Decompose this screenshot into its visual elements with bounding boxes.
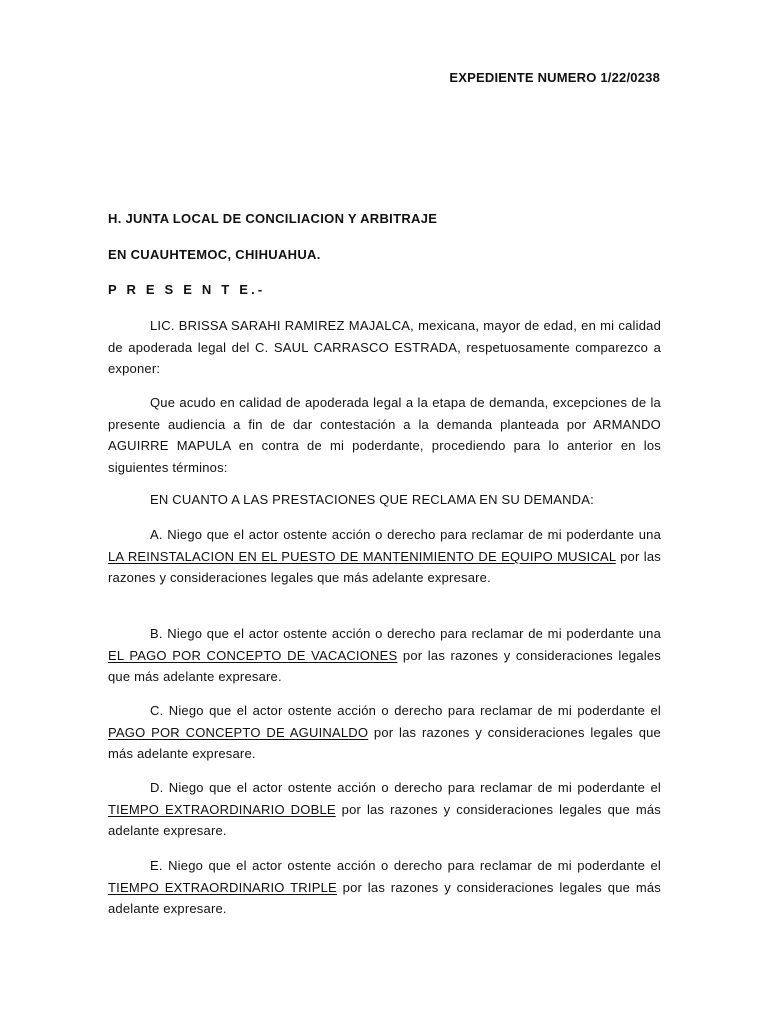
item-a-underlined: LA REINSTALACION EN EL PUESTO DE MANTENIMIENTO DE EQUIPO MUSICAL [108,548,616,564]
item-b-underlined: EL PAGO POR CONCEPTO DE VACACIONES [108,647,398,663]
item-d-paragraph [108,777,661,842]
presente-heading: P R E S E N T E.- [108,282,266,297]
item-b-text: B. Niego que el actor ostente acción o derecho para reclamar de mi poderdante una [150,626,661,641]
item-c-paragraph [108,700,661,765]
item-a-paragraph [108,524,661,589]
item-d-after: por las razones y consideraciones legales que más adelante expresare. [108,801,661,838]
intro-paragraph [108,315,661,380]
case-number: EXPEDIENTE NUMERO 1/22/0238 [449,70,660,85]
item-a-after: por las razones y consideraciones legales que más adelante expresare. [108,548,661,585]
en-cuanto-text: EN CUANTO A LAS PRESTACIONES QUE RECLAMA EN SU DEMANDA: [150,492,594,507]
item-c-underlined: PAGO POR CONCEPTO DE AGUINALDO [108,724,369,740]
que-acudo-paragraph [108,392,661,478]
en-cuanto-paragraph [108,489,661,511]
item-e-after: por las razones y consideraciones legales que más adelante expresare. [108,879,661,916]
intro-text: LIC. BRISSA SARAHI RAMIREZ MAJALCA, mexicana, mayor de edad, en mi calidad de apoderada legal del C. SAUL CARRASCO ESTRADA, respetuosamente comparezco a exponer: [108,318,661,376]
item-e-underlined: TIEMPO EXTRAORDINARIO TRIPLE [108,879,337,895]
item-b-after: por las razones y consideraciones legales que más adelante expresare. [108,647,661,684]
addressee-line-1: H. JUNTA LOCAL DE CONCILIACION Y ARBITRAJE [108,211,438,226]
item-d-underlined: TIEMPO EXTRAORDINARIO DOBLE [108,801,336,817]
item-a-text: A. Niego que el actor ostente acción o derecho para reclamar de mi poderdante una [150,527,661,542]
item-c-text: C. Niego que el actor ostente acción o derecho para reclamar de mi poderdante el [150,703,661,718]
que-acudo-text: Que acudo en calidad de apoderada legal a la etapa de demanda, excepciones de la presente audiencia a fin de dar contestación a la demanda planteada por ARMANDO AGUIRRE MAPULA en contra de mi poderdante, procediendo para lo anterior en los siguientes términos: [108,395,661,475]
item-e-paragraph [108,855,661,920]
addressee-line-2: EN CUAUHTEMOC, CHIHUAHUA. [108,247,321,262]
item-e-text: E. Niego que el actor ostente acción o derecho para reclamar de mi poderdante el [150,858,661,873]
item-c-after: por las razones y consideraciones legales que más adelante expresare. [108,724,661,761]
item-d-text: D. Niego que el actor ostente acción o derecho para reclamar de mi poderdante el [150,780,661,795]
item-b-paragraph [108,623,661,688]
